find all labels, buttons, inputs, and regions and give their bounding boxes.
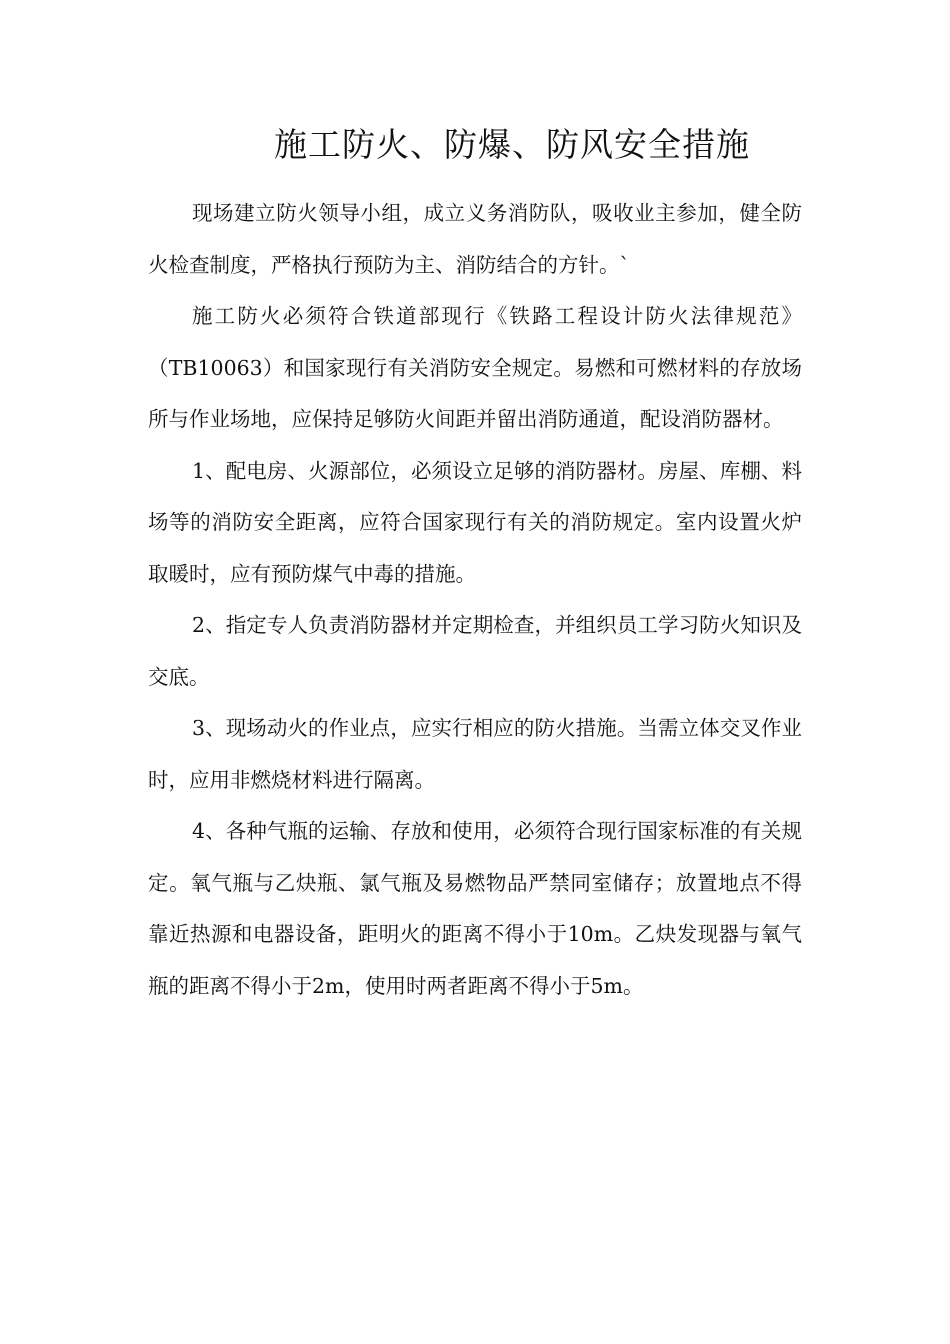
paragraph-item-1: 1、配电房、火源部位，必须设立足够的消防器材。房屋、库棚、料场等的消防安全距离，应符合国家现行有关的消防规定。室内设置火炉取暖时，应有预防煤气中毒的措施。 (148, 458, 802, 586)
paragraph-item-3: 3、现场动火的作业点，应实行相应的防火措施。当需立体交叉作业时，应用非燃烧材料进行隔离。 (148, 716, 802, 792)
paragraph-intro: 现场建立防火领导小组，成立义务消防队，吸收业主参加，健全防火检查制度，严格执行预防为主、消防结合的方针。` (148, 201, 802, 277)
document-body (148, 188, 802, 1012)
paragraph-regulations: 施工防火必须符合铁道部现行《铁路工程设计防火法律规范》（TB10063）和国家现行有关消防安全规定。易燃和可燃材料的存放场所与作业场地，应保持足够防火间距并留出消防通道，配设消防器材。 (148, 304, 802, 431)
paragraph-item-4: 4、各种气瓶的运输、存放和使用，必须符合现行国家标准的有关规定。氧气瓶与乙炔瓶、氯气瓶及易燃物品严禁同室储存；放置地点不得靠近热源和电器设备，距明火的距离不得小于10m。乙炔发现器与氧气瓶的距离不得小于2m，使用时两者距离不得小于5m。 (148, 819, 802, 998)
paragraph-item-2: 2、指定专人负责消防器材并定期检查，并组织员工学习防火知识及交底。 (148, 613, 802, 689)
document-title: 施工防火、防爆、防风安全措施 (274, 125, 750, 164)
